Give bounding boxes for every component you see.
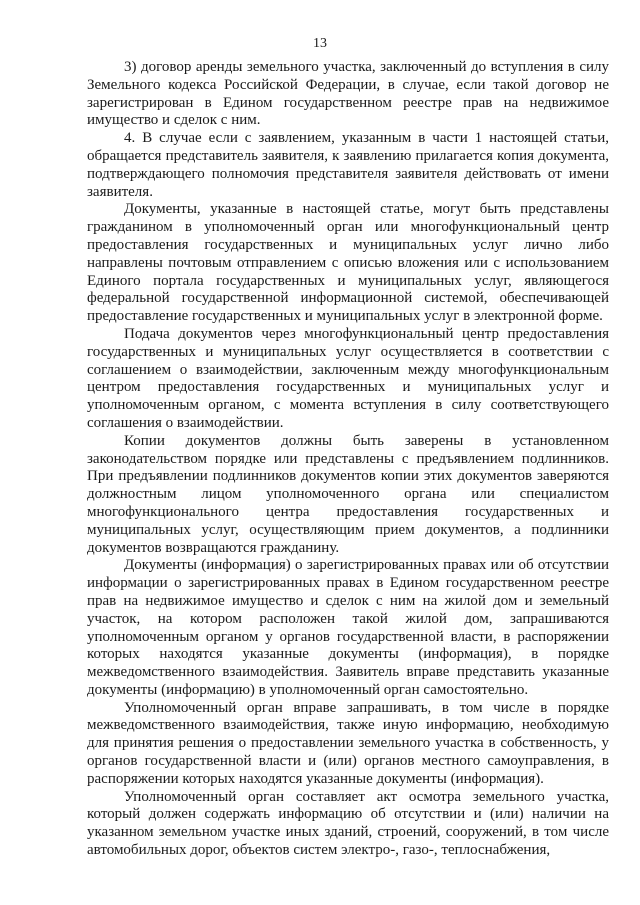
paragraph-registered-rights: Документы (информация) о зарегистрированных правах или об отсутствии информации о зарегистрированных правах в Едином государственном реестре прав на недвижимое имущество и сделок с ним на жилой дом и земельный участок, на котором расположен такой жилой дом, запрашиваются уполномоченным органом у органов государственной власти, в распоряжении которых находятся указанные документы (информация), в порядке межведомственного взаимодействия. Заявитель вправе представить указанные документы (информацию) в уполномоченный орган самостоятельно. bbox=[87, 557, 609, 698]
paragraph-information-requests: Уполномоченный орган вправе запрашивать, в том числе в порядке межведомственного взаимодействия, также иную информацию, необходимую для принятия решения о предоставлении земельного участка в собственность, у органов государственной власти и (или) органов местного самоуправления, в распоряжении которых находятся указанные документы (информация). bbox=[87, 699, 609, 787]
paragraph-inspection-act: Уполномоченный орган составляет акт осмотра земельного участка, который должен содержать информацию об отсутствии и (или) наличии на указанном земельном участке иных зданий, строений, сооружений, в том числе автомобильных дорог, объектов систем электро-, газо-, теплоснабжения, bbox=[87, 788, 609, 859]
paragraph-document-copies: Копии документов должны быть заверены в установленном законодательством порядке или представлены с предъявлением подлинников. При предъявлении подлинников документов копии этих документов заверяются должностным лицом уполномоченного органа или специалистом многофункционального центра предоставления государственных и муниципальных услуг, осуществляющим прием документов, а подлинники документов возвращаются гражданину. bbox=[87, 432, 609, 556]
document-body bbox=[87, 59, 609, 860]
paragraph-mfc-submission: Подача документов через многофункциональный центр предоставления государственных и муниципальных услуг осуществляется в соответствии с соглашением о взаимодействии, заключенным между многофункциональным центром предоставления государственных и муниципальных услуг и уполномоченным органом, с момента вступления в силу соответствующего соглашения о взаимодействии. bbox=[87, 325, 609, 431]
paragraph-lease-agreement: 3) договор аренды земельного участка, заключенный до вступления в силу Земельного кодекса Российской Федерации, в случае, если такой договор не зарегистрирован в Едином государственном реестре прав на недвижимое имущество и сделок с ним. bbox=[87, 59, 609, 129]
page-number: 13 bbox=[313, 36, 327, 51]
paragraph-submission-methods: Документы, указанные в настоящей статье, могут быть представлены гражданином в уполномоченный орган или многофункциональный центр предоставления государственных и муниципальных услуг лично либо направлены почтовым отправлением с описью вложения или с использованием Единого портала государственных и муниципальных услуг, являющегося федеральной государственной информационной системой, обеспечивающей предоставление государственных и муниципальных услуг в электронной форме. bbox=[87, 201, 609, 325]
paragraph-representative: 4. В случае если с заявлением, указанным в части 1 настоящей статьи, обращается представитель заявителя, к заявлению прилагается копия документа, подтверждающего полномочия представителя заявителя действовать от имени заявителя. bbox=[87, 130, 609, 200]
